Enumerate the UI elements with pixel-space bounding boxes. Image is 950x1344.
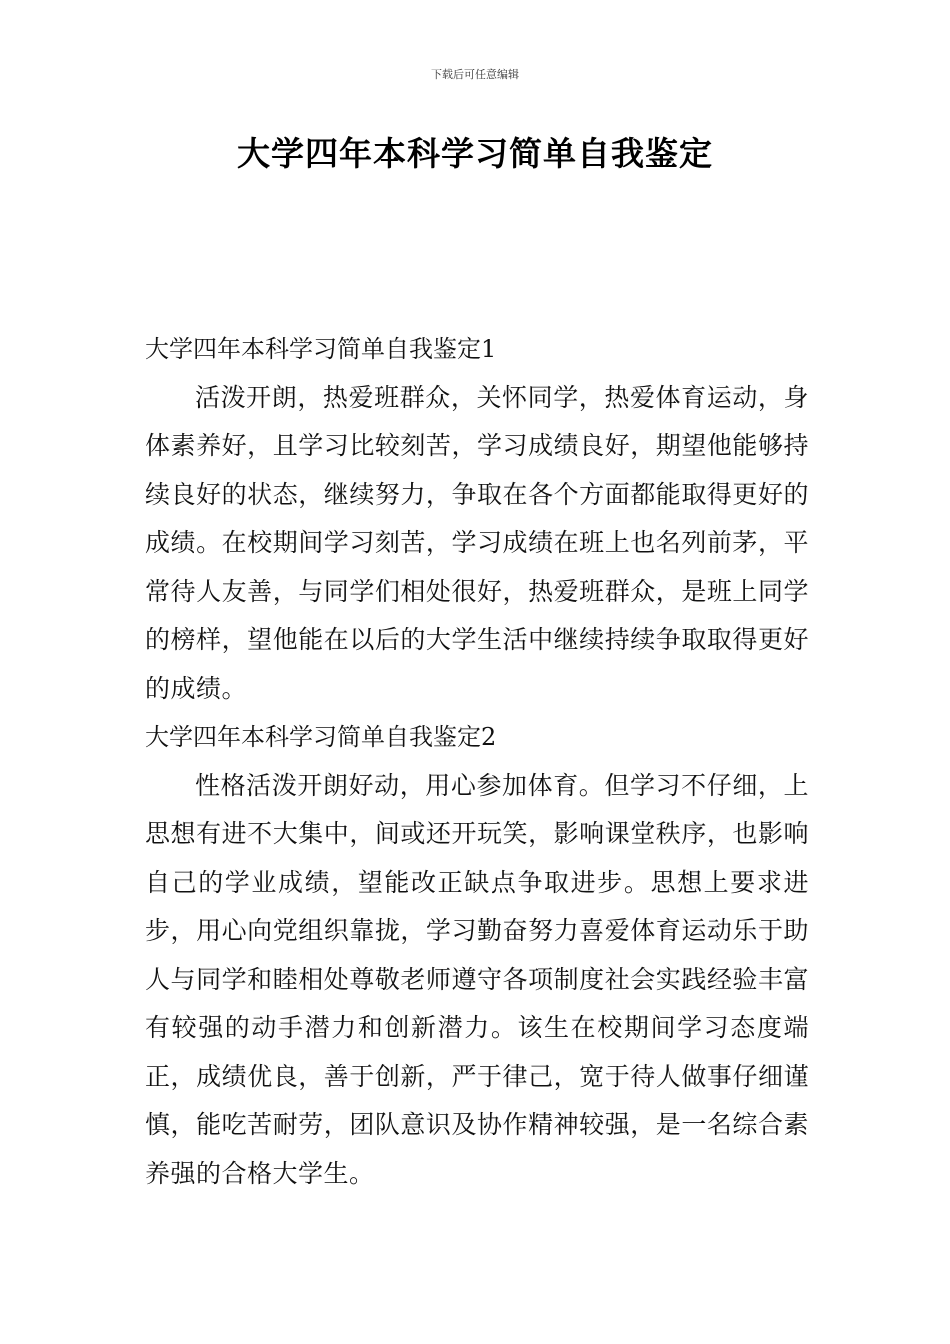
section-1 [145,325,809,713]
section-heading: 大学四年本科学习简单自我鉴定2 [145,723,497,751]
section-paragraph: 活泼开朗，热爱班群众，关怀同学，热爱体育运动，身体素养好，且学习比较刻苦，学习成绩良好，期望他能够持续良好的状态，继续努力，争取在各个方面都能取得更好的成绩。在校期间学习刻苦，学习成绩在班上也名列前茅，平常待人友善，与同学们相处很好，热爱班群众，是班上同学的榜样，望他能在以后的大学生活中继续持续争取取得更好的成绩。 [145,382,809,703]
section-paragraph: 性格活泼开朗好动，用心参加体育。但学习不仔细，上思想有进不大集中，间或还开玩笑，影响课堂秩序，也影响自己的学业成绩，望能改正缺点争取进步。思想上要求进步，用心向党组织靠拢，学习勤奋努力喜爱体育运动乐于助人与同学和睦相处尊敬老师遵守各项制度社会实践经验丰富有较强的动手潜力和创新潜力。该生在校期间学习态度端正，成绩优良，善于创新，严于律己，宽于待人做事仔细谨慎，能吃苦耐劳，团队意识及协作精神较强，是一名综合素养强的合格大学生。 [145,770,809,1188]
document-title: 大学四年本科学习简单自我鉴定 [237,134,713,173]
document-body [145,325,809,1198]
header-note: 下载后可任意编辑 [431,68,519,81]
section-2 [145,713,809,1198]
section-heading: 大学四年本科学习简单自我鉴定1 [145,335,497,363]
